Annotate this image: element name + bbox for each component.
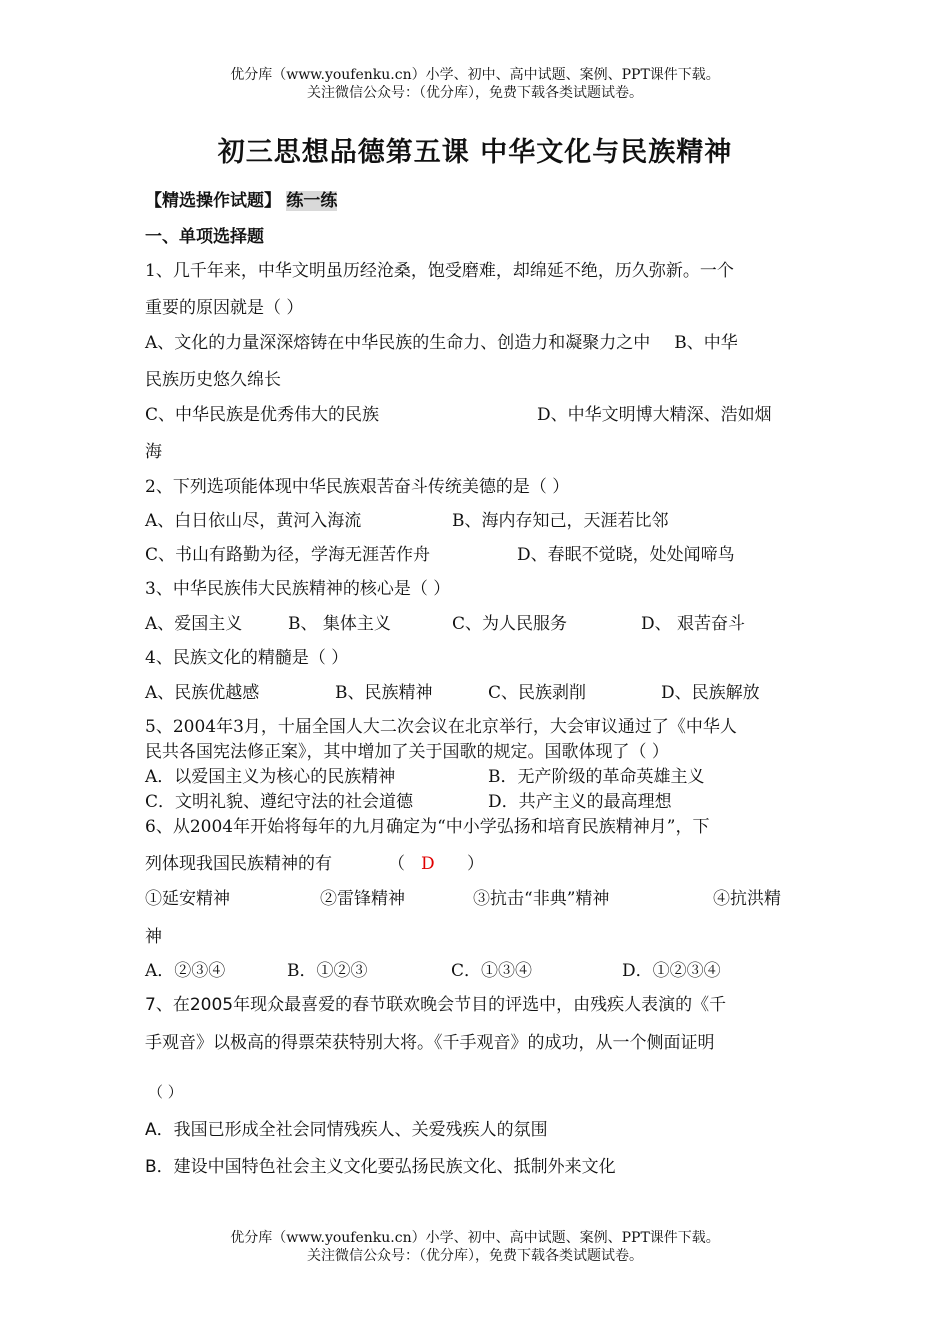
q3-option-c: C、为人民服务 [452, 614, 568, 634]
q1-option-c: C、中华民族是优秀伟大的民族 [145, 405, 380, 425]
q6-option-b: B．①②③ [287, 961, 368, 981]
q1-option-d-cont: 海 [145, 442, 162, 462]
q1-option-a-text: A、文化的力量深深熔铸在中华民族的生命力、创造力和凝聚力之中 [145, 333, 651, 353]
q1-option-d: D、中华文明博大精深、浩如烟 [537, 405, 772, 425]
q1-option-a [145, 332, 738, 354]
q3-option-d: D、 艰苦奋斗 [641, 614, 746, 634]
q7-stem-line1 [145, 994, 726, 1016]
q6-paren-close: ） [467, 854, 484, 874]
q7-year: 2005 [189, 995, 234, 1015]
q5-option-b: B．无产阶级的革命英雄主义 [488, 767, 705, 787]
q6-paren-open: （ [388, 854, 405, 874]
q6-answer: D [421, 854, 435, 874]
section-label: 【精选操作试题】 [145, 191, 281, 211]
q1-stem-line2: 重要的原因就是（ ） [145, 298, 304, 318]
q4-option-a: A、民族优越感 [145, 683, 260, 703]
q3-option-b: B、 集体主义 [288, 614, 391, 634]
q7-option-a-letter: A [145, 1120, 157, 1140]
part-heading: 一、单项选择题 [145, 227, 264, 247]
q2-option-d: D、春眠不觉晓，处处闻啼鸟 [517, 545, 735, 565]
q1-option-b-text: B、中华 [674, 333, 738, 353]
footer-line-2: 关注微信公众号：（优分库），免费下载各类试题试卷。 [307, 1248, 643, 1264]
q6-item-2: ②雷锋精神 [320, 889, 405, 909]
q6-item-1: ①延安精神 [145, 889, 230, 909]
q4-stem: 4、民族文化的精髓是（ ） [145, 648, 349, 668]
q2-option-c: C、书山有路勤为径，学海无涯苦作舟 [145, 545, 431, 565]
page-header [0, 66, 950, 102]
q6-item-4-cont: 神 [145, 927, 162, 947]
q1-option-b-cont: 民族历史悠久绵长 [145, 370, 281, 390]
q2-option-a: A、白日依山尽，黄河入海流 [145, 511, 362, 531]
footer-line-1: 优分库（www.youfenku.cn）小学、初中、高中试题、案例、PPT课件下载。 [230, 1230, 720, 1246]
q6-option-a: A．②③④ [145, 961, 226, 981]
q4-option-c: C、民族剥削 [488, 683, 587, 703]
page-title: 初三思想品德第五课 中华文化与民族精神 [217, 137, 733, 168]
q7-stem-part-b: 年现众最喜爱的春节联欢晚会节目的评选中，由残疾人表演的《千 [233, 995, 727, 1015]
q5-option-d: D．共产主义的最高理想 [488, 792, 672, 812]
q6-stem-line1: 6、从2004年开始将每年的九月确定为“中小学弘扬和培育民族精神月”，下 [145, 817, 710, 837]
q5-option-a: A．以爱国主义为核心的民族精神 [145, 767, 396, 787]
q6-option-c: C．①③④ [451, 961, 533, 981]
q3-option-a: A、爱国主义 [145, 614, 243, 634]
q7-option-a [145, 1119, 548, 1141]
q4-option-b: B、民族精神 [335, 683, 433, 703]
q6-stem-line2: 列体现我国民族精神的有 [145, 854, 332, 874]
q6-option-d: D．①②③④ [622, 961, 721, 981]
q5-option-c: C．文明礼貌、遵纪守法的社会道德 [145, 792, 414, 812]
q2-option-b: B、海内存知己，天涯若比邻 [452, 511, 669, 531]
page-footer [0, 1229, 950, 1265]
q7-option-b-text: ．建设中国特色社会主义文化要弘扬民族文化、抵制外来文化 [156, 1157, 616, 1177]
q7-option-b [145, 1156, 616, 1178]
q5-stem-line2: 民共各国宪法修正案》，其中增加了关于国歌的规定。国歌体现了（ ） [145, 742, 669, 762]
q7-stem-line2: 手观音》以极高的得票荣获特别大将。《千手观音》的成功，从一个侧面证明 [145, 1033, 715, 1053]
header-line-1: 优分库（www.youfenku.cn）小学、初中、高中试题、案例、PPT课件下载。 [230, 67, 720, 83]
header-line-2: 关注微信公众号：（优分库），免费下载各类试题试卷。 [307, 85, 643, 101]
q7-option-b-letter: B [145, 1157, 157, 1177]
q5-stem-line1: 5、2004年3月，十届全国人大二次会议在北京举行，大会审议通过了《中华人 [145, 717, 737, 737]
section-tag: 练一练 [286, 191, 338, 211]
q7-stem-part-a: 、在 [155, 995, 190, 1015]
q7-number: 7 [145, 995, 156, 1015]
q7-option-a-text: ．我国已形成全社会同情残疾人、关爱残疾人的氛围 [156, 1120, 548, 1140]
section-heading [145, 190, 337, 212]
q7-answer-paren: （ ） [148, 1083, 183, 1101]
q6-item-3: ③抗击“非典”精神 [473, 889, 610, 909]
q1-stem-line1: 1、几千年来，中华文明虽历经沧桑，饱受磨难，却绵延不绝，历久弥新。一个 [145, 261, 734, 281]
q2-stem: 2、下列选项能体现中华民族艰苦奋斗传统美德的是（ ） [145, 477, 570, 497]
q6-item-4: ④抗洪精 [713, 889, 781, 909]
q4-option-d: D、民族解放 [661, 683, 760, 703]
q3-stem: 3、中华民族伟大民族精神的核心是（ ） [145, 579, 451, 599]
